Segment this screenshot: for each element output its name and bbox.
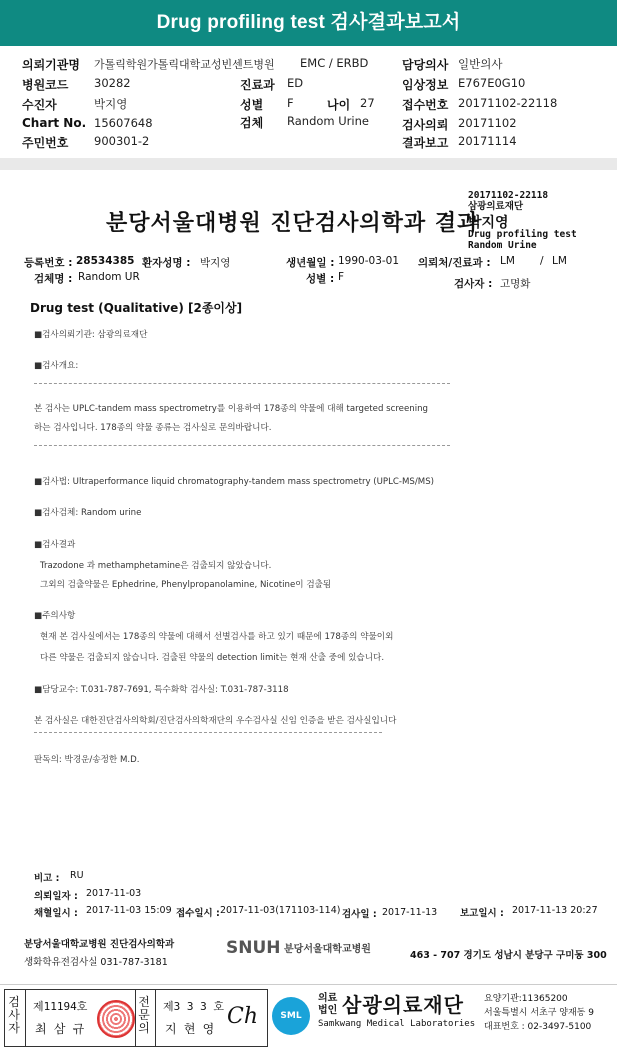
certification-footer <box>0 984 617 1051</box>
signature-box <box>4 989 268 1047</box>
examiner-vertical-label <box>7 996 21 1035</box>
corner-org: 삼광의료재단 <box>468 201 524 212</box>
test-date-label: 검사일 : <box>342 909 377 920</box>
corp-address: 서울특별시 서초구 양재동 9 <box>484 1008 594 1018</box>
info-value-chart: 15607648 <box>94 116 153 130</box>
line-overview-2: 하는 검사입니다. 178종의 약물 종류는 검사실로 문의바랍니다. <box>34 423 272 433</box>
line-institution: ■검사의뢰기관: 삼광의료재단 <box>34 330 148 340</box>
line-overview-head: ■검사개요: <box>34 361 79 371</box>
info-label-resident-no: 주민번호 <box>22 136 69 150</box>
info-value-hospital-code: 30282 <box>94 76 131 90</box>
corner-receipt-id: 20171102-22118 <box>468 190 549 201</box>
specialist-char: 의 <box>138 1021 150 1035</box>
collect-date-value: 2017-11-03 15:09 <box>86 905 172 916</box>
snuh-hospital-name: 분당서울대학교병원 <box>284 944 371 955</box>
info-value-sex: F <box>287 96 294 110</box>
info-value-doctor: 일반의사 <box>458 57 503 71</box>
info-value-department: ED <box>287 76 304 90</box>
info-label-institution: 의뢰기관명 <box>22 58 80 72</box>
info-value-clinical: E767E0G10 <box>458 76 526 90</box>
info-label-doctor: 담당의사 <box>402 58 449 72</box>
dob-value: 1990-03-01 <box>338 255 400 267</box>
remark-value: RU <box>70 870 84 881</box>
info-label-specimen: 검체 <box>240 116 264 130</box>
specialist-vertical-label <box>137 996 151 1035</box>
info-value-specimen: Random Urine <box>287 114 369 128</box>
examiner-char: 사 <box>8 1008 20 1022</box>
line-result-2: 그외의 검출약물은 Ephedrine, Phenylpropanolamine, Nicotine이 검출됨 <box>40 580 332 590</box>
corner-specimen: Random Urine <box>468 240 537 251</box>
dept-label: 의뢰처/진료과 : <box>418 257 491 269</box>
specialist-char: 문 <box>138 1008 150 1022</box>
receive-date-label: 접수일시 : <box>176 908 220 919</box>
sex-label: 성별 : <box>306 273 335 285</box>
info-value-patient: 박지영 <box>94 97 128 111</box>
corp-type-2: 법인 <box>318 1005 338 1016</box>
info-value-request: 20171102 <box>458 116 517 130</box>
reg-no-label: 등록번호 : <box>24 257 73 269</box>
line-caution-2: 다른 약물은 검출되지 않습니다. 검출된 약물의 detection limit는 현재 산출 중에 있습니다. <box>40 653 385 663</box>
info-label-request: 검사의뢰 <box>402 118 449 132</box>
examiner-license: 제11194호 <box>33 1000 88 1013</box>
divider-dashed <box>34 732 382 733</box>
info-label-clinical: 임상정보 <box>402 78 449 92</box>
request-date-value: 2017-11-03 <box>86 888 142 899</box>
examiner-label: 검사자 : <box>454 278 493 290</box>
examiner-char: 자 <box>8 1021 20 1035</box>
line-contact: ■담당교수: T.031-787-7691, 특수화학 검사실: T.031-787-3118 <box>34 685 289 695</box>
info-label-age: 나이 <box>327 98 351 112</box>
info-label-patient: 수진자 <box>22 98 57 112</box>
corner-test-name: Drug profiling test <box>468 229 577 240</box>
line-method: ■검사법: Ultraperformance liquid chromatography-tandem mass spectrometry (UPLC-MS/MS) <box>34 477 434 487</box>
examiner-seal-stamp <box>97 1000 135 1038</box>
sex-value: F <box>338 271 345 283</box>
report-banner-title: Drug profiling test 검사결과보고서 <box>0 0 617 46</box>
hospital-dept-name: 분당서울대학교병원 진단검사의학과 <box>24 939 175 950</box>
corp-type-1: 의료 <box>318 993 338 1004</box>
info-value-institution: 가톨릭학원가톨릭대학교성빈센트병원 <box>94 58 275 71</box>
dept-separator: / <box>540 255 544 267</box>
corp-english-name: Samkwang Medical Laboratories <box>318 1019 476 1029</box>
specialist-license: 제3 3 3 호 <box>163 1000 224 1013</box>
examiner-value: 고명화 <box>500 278 531 290</box>
info-label-sex: 성별 <box>240 98 264 112</box>
specialist-name: 지 현 영 <box>165 1022 215 1036</box>
line-caution-1: 현재 본 검사실에서는 178종의 약물에 대해서 선별검사를 하고 있기 때문에 178종의 약물이외 <box>40 632 394 642</box>
patient-name-value: 박지영 <box>200 257 231 269</box>
section-separator <box>0 158 617 170</box>
line-reader: 판독의: 박경운/송정한 M.D. <box>34 755 140 765</box>
divider-dashed <box>34 445 450 446</box>
info-value-report: 20171114 <box>458 134 517 148</box>
line-result-1: Trazodone 과 methamphetamine은 검출되지 않았습니다. <box>40 561 272 571</box>
hospital-address: 463 - 707 경기도 성남시 분당구 구미동 300 <box>410 950 607 961</box>
info-label-department: 진료과 <box>240 78 275 92</box>
line-result-head: ■검사결과 <box>34 540 76 550</box>
info-label-receipt: 접수번호 <box>402 98 449 112</box>
test-section-title: Drug test (Qualitative) [2종이상] <box>30 301 243 315</box>
patient-name-label: 환자성명 : <box>142 257 191 269</box>
lab-phone: 생화학유전검사실 031-787-3181 <box>24 957 168 968</box>
info-label-hospital-code: 병원코드 <box>22 78 69 92</box>
remark-label: 비고 : <box>34 873 60 884</box>
test-date-value: 2017-11-13 <box>382 907 438 918</box>
info-value-ward: EMC / ERBD <box>300 56 369 70</box>
line-caution-head: ■주의사항 <box>34 611 76 621</box>
specialist-char: 전 <box>138 995 150 1009</box>
examiner-char: 검 <box>8 995 20 1009</box>
specialist-signature: Ch <box>227 1004 259 1029</box>
sml-logo-icon: SML <box>272 997 310 1035</box>
specimen-name-value: Random UR <box>78 271 140 283</box>
collect-date-label: 채혈일시 : <box>34 908 78 919</box>
snuh-logo: SNUH <box>226 938 281 958</box>
line-overview-1: 본 검사는 UPLC-tandem mass spectrometry를 이용하여 178종의 약물에 대해 targeted screening <box>34 404 428 414</box>
line-specimen: ■검사검체: Random urine <box>34 508 142 518</box>
info-value-age: 27 <box>360 96 375 110</box>
dob-label: 생년월일 : <box>286 257 335 269</box>
info-label-chart: Chart No. <box>22 116 87 130</box>
corp-phone: 대표번호 : 02-3497-5100 <box>484 1022 592 1032</box>
institution-code: 요양기관:11365200 <box>484 994 568 1004</box>
examiner-name: 최 삼 규 <box>35 1022 85 1036</box>
reg-no-value: 28534385 <box>76 255 135 267</box>
divider-dashed <box>34 383 450 384</box>
info-label-report: 결과보고 <box>402 136 449 150</box>
report-date-value: 2017-11-13 20:27 <box>512 905 598 916</box>
info-value-resident-no: 900301-2 <box>94 134 150 148</box>
lab-report-scan <box>4 172 612 980</box>
line-accreditation: 본 검사실은 대한진단검사의학회/진단검사의학재단의 우수검사실 신임 인증을 받은 검사실입니다 <box>34 716 397 726</box>
corp-type-label <box>318 993 337 1017</box>
dept-value-1: LM <box>500 255 515 267</box>
info-value-receipt: 20171102-22118 <box>458 96 558 110</box>
report-date-label: 보고일시 : <box>460 908 504 919</box>
request-date-label: 의뢰일자 : <box>34 891 78 902</box>
corner-patient-name: 박지영 <box>468 215 509 231</box>
specimen-name-label: 검체명 : <box>34 273 73 285</box>
receive-date-value: 2017-11-03(171103-114) <box>220 905 341 916</box>
corp-name: 삼광의료재단 <box>342 993 464 1017</box>
dept-value-2: LM <box>552 255 567 267</box>
patient-info-panel <box>0 46 617 156</box>
report-title: 분당서울대병원 진단검사의학과 결과 <box>106 211 480 236</box>
